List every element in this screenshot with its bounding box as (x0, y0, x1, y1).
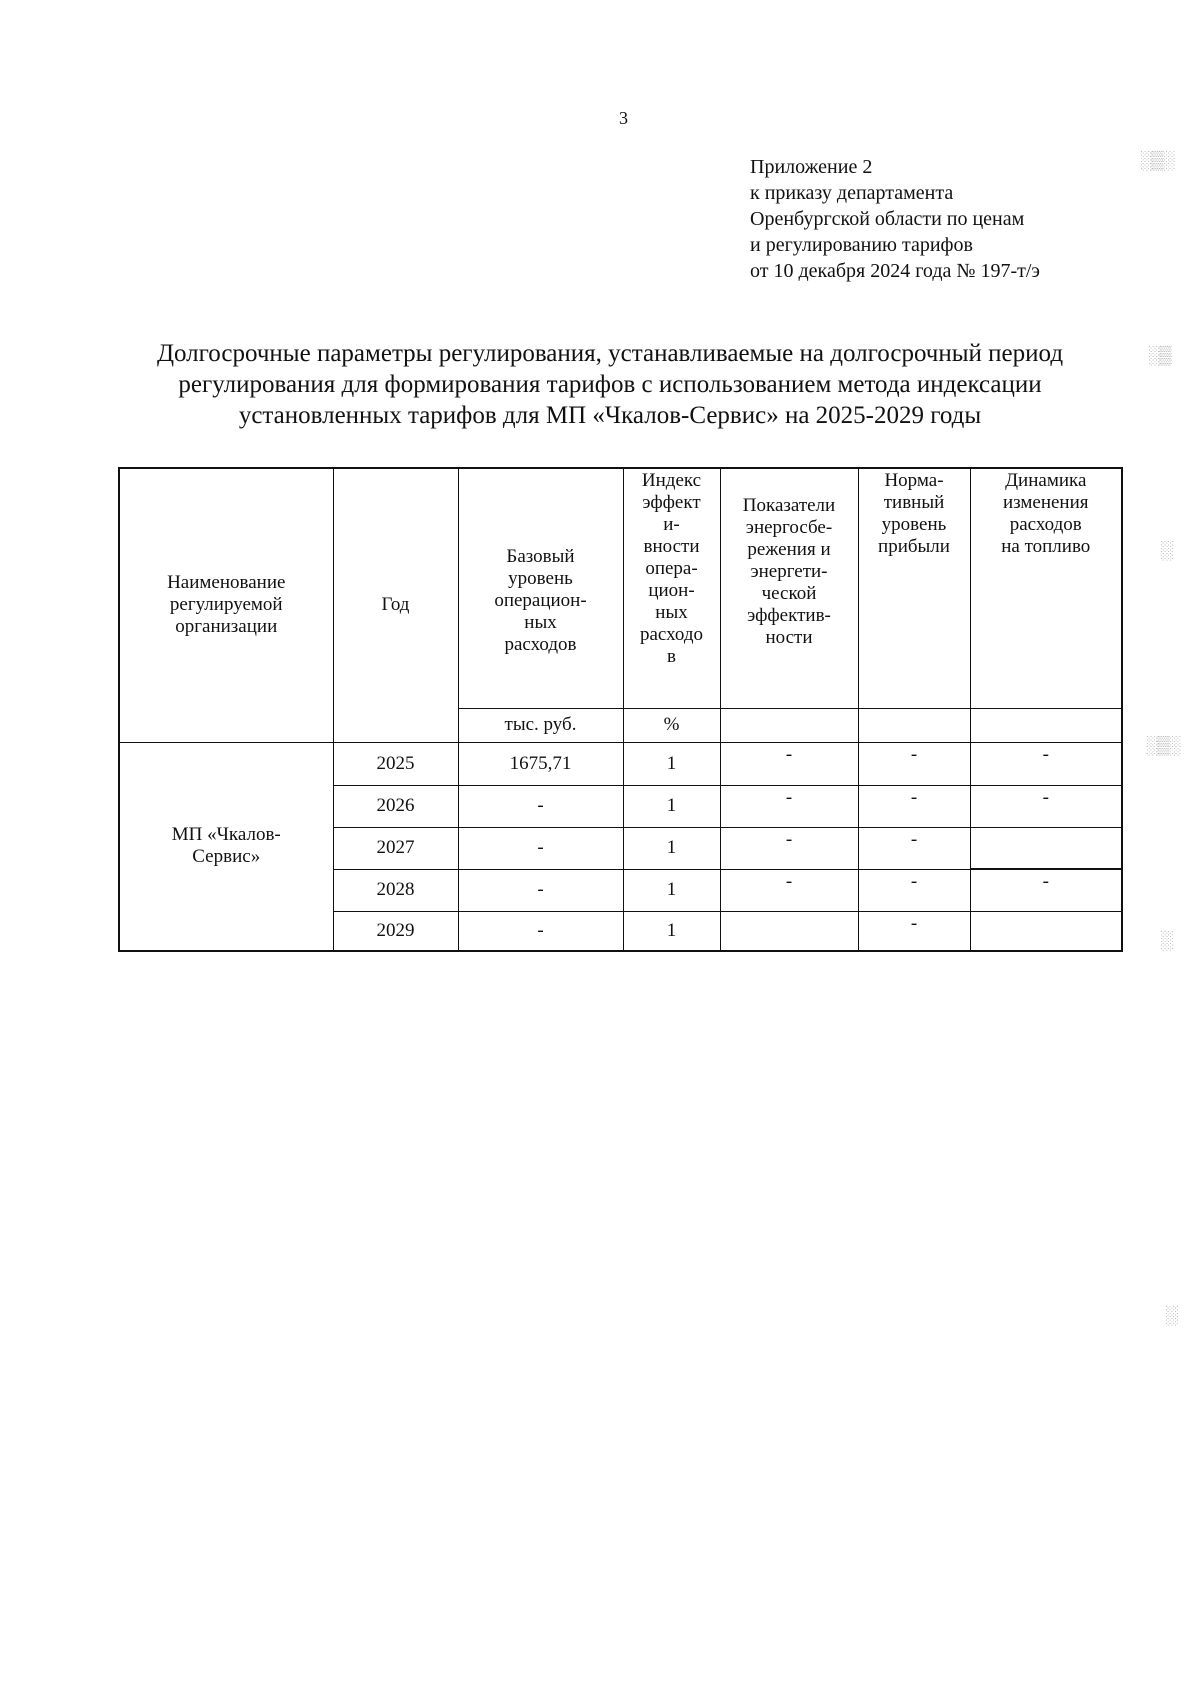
header-index (623, 468, 720, 708)
cell-energy: - (720, 869, 858, 911)
cell-base: - (458, 827, 623, 869)
cell-base: 1675,71 (458, 742, 623, 785)
appendix-line: и регулированию тарифов (750, 234, 973, 256)
header-base-line: Базовый (506, 545, 575, 567)
cell-year: 2028 (333, 869, 458, 911)
header-year-line: Год (381, 594, 410, 616)
header-index-line: Индекс (641, 470, 702, 491)
unit-index: % (623, 708, 720, 742)
header-energy-line: энергети- (750, 561, 828, 582)
org-name-cell (119, 742, 333, 951)
header-base-line: расходов (504, 633, 577, 655)
header-index-line: и- (663, 514, 680, 535)
org-name-line: Сервис» (192, 846, 261, 868)
header-index-line: в (667, 646, 676, 667)
header-fuel-line: изменения (1002, 492, 1089, 513)
unit-fuel (970, 708, 1122, 742)
scan-artifact: ░▒░ (1146, 735, 1179, 755)
header-energy-line: Показатели (742, 495, 836, 516)
header-base-line: ных (524, 611, 557, 633)
cell-year: 2027 (333, 827, 458, 869)
cell-fuel: - (970, 869, 1122, 911)
header-index-line: ных (655, 602, 688, 623)
header-index-line: эффект (642, 492, 701, 513)
cell-base: - (458, 785, 623, 827)
cell-year: 2029 (333, 911, 458, 951)
scan-artifact: ░▒░ (1140, 150, 1173, 170)
cell-energy: - (720, 742, 858, 785)
cell-energy (720, 911, 858, 951)
header-base-line: уровень (508, 567, 573, 589)
header-year (333, 468, 458, 742)
cell-profit: - (858, 869, 970, 911)
org-name-line: МП «Чкалов- (171, 824, 281, 846)
header-profit-line: прибыли (878, 536, 950, 557)
appendix-block (750, 154, 1040, 284)
cell-year: 2026 (333, 785, 458, 827)
scan-artifact: ░ (1165, 1305, 1176, 1325)
scan-artifact: ░ (1160, 540, 1171, 560)
header-org-line: регулируемой (169, 594, 283, 616)
header-org-line: Наименование (167, 572, 286, 594)
cell-index: 1 (623, 869, 720, 911)
header-org (119, 468, 333, 742)
scan-artifact: ░▒ (1148, 345, 1170, 365)
cell-base: - (458, 869, 623, 911)
header-energy-line: ческой (761, 583, 817, 604)
header-energy-line: энергосбе- (745, 517, 833, 538)
header-fuel (970, 468, 1122, 708)
appendix-line: Приложение 2 (750, 156, 873, 178)
parameters-table (118, 467, 1123, 952)
header-profit (858, 468, 970, 708)
header-fuel-line: на топливо (1001, 536, 1091, 557)
header-index-line: вности (643, 536, 700, 557)
unit-profit (858, 708, 970, 742)
header-profit-line: тивный (883, 492, 945, 513)
cell-index: 1 (623, 785, 720, 827)
header-index-line: расходо (639, 624, 703, 645)
cell-index: 1 (623, 742, 720, 785)
title-line: установленных тарифов для МП «Чкалов-Сервис» на 2025-2029 годы (238, 402, 982, 429)
header-energy (720, 468, 858, 708)
header-base (458, 468, 623, 708)
header-fuel-line: Динамика (1005, 470, 1087, 491)
header-index-line: цион- (648, 580, 695, 601)
cell-fuel: - (970, 742, 1122, 785)
header-profit-line: уровень (881, 514, 947, 535)
cell-base: - (458, 911, 623, 951)
header-org-line: организации (175, 616, 278, 638)
cell-profit: - (858, 827, 970, 869)
cell-energy: - (720, 827, 858, 869)
unit-energy (720, 708, 858, 742)
cell-fuel (970, 827, 1122, 869)
appendix-line: к приказу департамента (750, 182, 954, 204)
cell-profit: - (858, 911, 970, 951)
cell-year: 2025 (333, 742, 458, 785)
header-fuel-line: расходов (1009, 514, 1082, 535)
title-line: регулирования для формирования тарифов с использованием метода индексации (178, 371, 1042, 398)
scan-artifact: ░ (1160, 930, 1171, 950)
cell-profit: - (858, 785, 970, 827)
title-line: Долгосрочные параметры регулирования, устанавливаемые на долгосрочный период (156, 340, 1064, 367)
header-energy-line: ности (765, 627, 813, 648)
cell-fuel: - (970, 785, 1122, 827)
unit-base: тыс. руб. (458, 708, 623, 742)
cell-index: 1 (623, 827, 720, 869)
header-profit-line: Норма- (884, 470, 944, 491)
appendix-line: от 10 декабря 2024 года № 197-т/э (750, 260, 1040, 282)
header-energy-line: эффектив- (747, 605, 831, 626)
header-base-line: операцион- (494, 589, 587, 611)
cell-index: 1 (623, 911, 720, 951)
appendix-line: Оренбургской области по ценам (750, 208, 1025, 230)
header-index-line: опера- (645, 558, 698, 579)
cell-profit: - (858, 742, 970, 785)
cell-energy: - (720, 785, 858, 827)
cell-fuel (970, 911, 1122, 951)
header-energy-line: режения и (747, 539, 831, 560)
document-title (100, 338, 1120, 431)
page-number: 3 (619, 108, 628, 128)
